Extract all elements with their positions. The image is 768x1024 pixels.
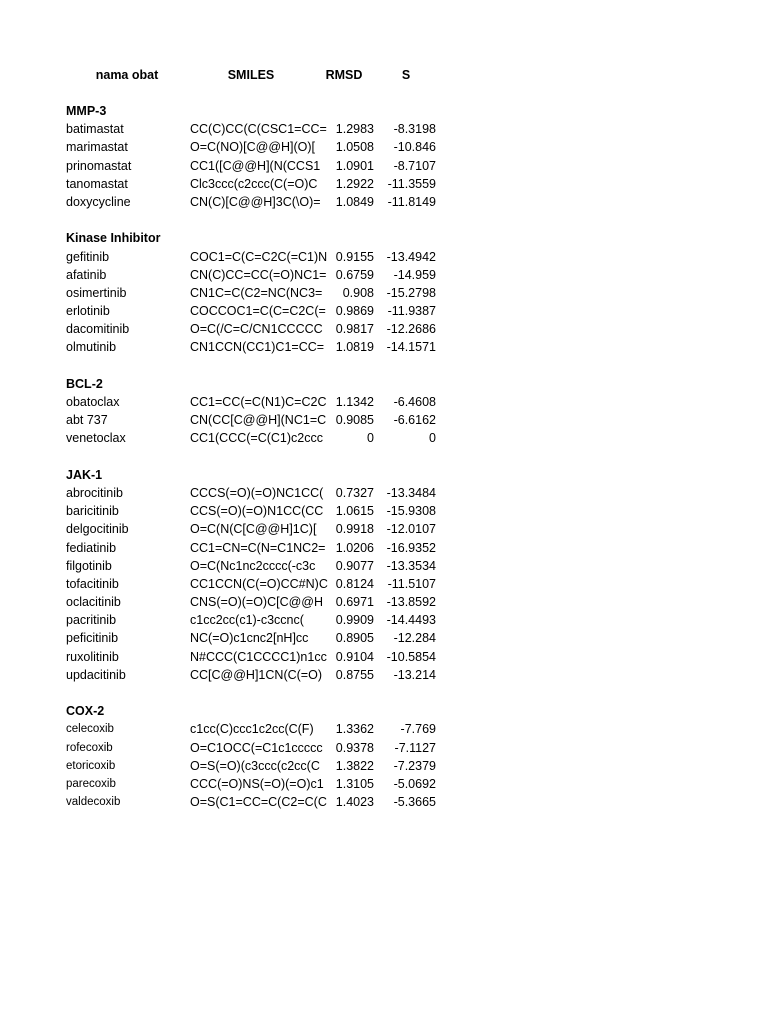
drug-name-cell[interactable]: erlotinib [66,304,110,319]
table-row [66,775,446,793]
smiles-cell[interactable]: c1cc(C)ccc1c2cc(C(F) [190,722,314,737]
drug-name-cell[interactable]: rofecoxib [66,741,113,754]
table-row [66,284,446,302]
rmsd-cell[interactable]: 1.3822 [335,758,374,773]
table-row [66,539,446,557]
rmsd-cell[interactable]: 0.9104 [335,649,374,664]
drug-name-cell[interactable]: fediatinib [66,540,117,555]
drug-name-cell[interactable]: doxycycline [66,194,131,209]
s-cell[interactable]: -15.9308 [386,504,436,519]
rmsd-cell[interactable]: 0.9918 [335,522,374,537]
smiles-cell[interactable]: CC[C@@H]1CN(C(=O) [190,667,322,682]
rmsd-cell[interactable]: 1.2922 [335,176,374,191]
header-rmsd: RMSD [325,68,363,82]
drug-name-cell[interactable]: delgocitinib [66,522,129,537]
rmsd-cell[interactable]: 0.9909 [335,613,374,628]
group-title: COX-2 [66,704,105,719]
s-cell[interactable]: -11.5107 [387,576,436,591]
group-title-row [66,102,446,120]
table-row [66,248,446,266]
smiles-cell[interactable]: O=S(=O)(c3ccc(c2cc(C [190,758,320,773]
s-cell[interactable]: -13.3534 [386,558,436,573]
rmsd-cell[interactable]: 0.9869 [335,304,374,319]
s-cell[interactable]: -5.3665 [393,795,436,810]
smiles-cell[interactable]: COCCOC1=C(C=C2C(= [190,304,326,319]
blank-row [66,684,446,702]
smiles-cell[interactable]: CC1=CN=C(N=C1NC2= [190,540,326,555]
rmsd-cell[interactable]: 0 [367,431,374,446]
rmsd-cell[interactable]: 0.9378 [335,740,374,755]
drug-name-cell[interactable]: afatinib [66,267,107,282]
rmsd-cell[interactable]: 0.8124 [335,576,374,591]
s-cell[interactable]: -10.5854 [386,649,436,664]
table-row [66,611,446,629]
s-cell[interactable]: -13.4942 [386,249,436,264]
s-cell[interactable]: -14.1571 [386,340,436,355]
drug-name-cell[interactable]: batimastat [66,122,124,137]
drug-name-cell[interactable]: dacomitinib [66,322,130,337]
smiles-cell[interactable]: COC1=C(C=C2C(=C1)N [190,249,328,264]
s-cell[interactable]: -11.8149 [387,194,436,209]
table-row [66,157,446,175]
drug-name-cell[interactable]: celecoxib [66,723,114,736]
smiles-cell[interactable]: NC(=O)c1cnc2[nH]cc [190,631,309,646]
s-cell[interactable]: -16.9352 [386,540,436,555]
drug-name-cell[interactable]: parecoxib [66,777,116,790]
table-row [66,338,446,356]
smiles-cell[interactable]: CN(CC[C@@H](NC1=C [190,413,327,428]
table-row [66,648,446,666]
group-title-row [66,466,446,484]
s-cell[interactable]: -7.1127 [394,740,436,755]
smiles-cell[interactable]: CCS(=O)(=O)N1CC(CC [190,504,324,519]
smiles-cell[interactable]: CC1([C@@H](N(CCS1 [190,158,321,173]
rmsd-cell[interactable]: 0.908 [342,285,374,300]
drug-name-cell[interactable]: abrocitinib [66,485,123,500]
table-row [66,484,446,502]
drug-name-cell[interactable]: oclacitinib [66,595,121,610]
drug-name-cell[interactable]: obatoclax [66,395,120,409]
drug-name-cell[interactable]: olmutinib [66,340,117,355]
table-row [66,138,446,156]
s-cell[interactable]: -13.214 [393,667,436,682]
rmsd-cell[interactable]: 1.0819 [335,340,374,355]
smiles-cell[interactable]: O=S(C1=CC=C(C2=C(C [190,795,327,810]
blank-row [66,448,446,466]
rmsd-cell[interactable]: 1.0206 [335,540,374,555]
s-cell[interactable]: -6.4608 [393,395,436,409]
smiles-cell[interactable]: O=C(NO)[C@@H](O)[ [190,140,316,155]
smiles-cell[interactable]: CCCS(=O)(=O)NC1CC( [190,485,324,500]
rmsd-cell[interactable]: 1.4023 [335,795,374,810]
table-row [66,593,446,611]
smiles-cell[interactable]: CC1CCN(C(=O)CC#N)C [190,576,328,591]
s-cell[interactable]: -14.959 [393,267,436,282]
drug-name-cell[interactable]: osimertinib [66,285,127,300]
s-cell[interactable]: -8.3198 [393,122,436,137]
s-cell[interactable]: -7.2379 [393,758,436,773]
table-row [66,739,446,757]
drug-name-cell[interactable]: abt 737 [66,413,108,428]
rmsd-cell[interactable]: 1.1342 [335,395,374,409]
rmsd-cell[interactable]: 1.3362 [335,722,374,737]
rmsd-cell[interactable]: 0.9155 [335,249,374,264]
smiles-cell[interactable]: CN(C)[C@@H]3C(\O)= [190,194,321,209]
blank-row [66,357,446,375]
table-row [66,629,446,647]
table-row [66,393,446,411]
table-row [66,175,446,193]
smiles-cell[interactable]: c1cc2cc(c1)-c3ccnc( [190,613,304,628]
rmsd-cell[interactable]: 0.9085 [335,413,374,428]
s-cell[interactable]: -13.8592 [386,595,436,610]
s-cell[interactable]: 0 [429,431,436,446]
rmsd-cell[interactable]: 1.0615 [335,504,374,519]
group-title-row [66,229,446,247]
table-row [66,720,446,738]
group-title: Kinase Inhibitor [66,231,161,246]
table-row [66,411,446,429]
table-row [66,302,446,320]
table-row [66,520,446,538]
drug-name-cell[interactable]: ruxolitinib [66,649,119,664]
s-cell[interactable]: -15.2798 [386,285,436,300]
s-cell[interactable]: -12.0107 [386,522,436,537]
rmsd-cell[interactable]: 0.6971 [335,595,374,610]
group-title: MMP-3 [66,104,107,118]
s-cell[interactable]: -10.846 [393,140,436,155]
s-cell[interactable]: -6.6162 [393,413,436,428]
drug-name-cell[interactable]: valdecoxib [66,796,121,809]
drug-name-cell[interactable]: peficitinib [66,631,119,646]
blank-row [66,211,446,229]
header-s: S [401,68,411,82]
rmsd-cell[interactable]: 1.0508 [335,140,374,155]
table-row [66,429,446,447]
rmsd-cell[interactable]: 0.8755 [335,667,374,682]
rmsd-cell[interactable]: 1.0849 [335,194,374,209]
table-row [66,120,446,138]
table-row [66,502,446,520]
drug-name-cell[interactable]: filgotinib [66,558,112,573]
s-cell[interactable]: -8.7107 [393,158,436,173]
rmsd-cell[interactable]: 0.6759 [335,267,374,282]
drug-name-cell[interactable]: etoricoxib [66,759,116,772]
smiles-cell[interactable]: CCC(=O)NS(=O)(=O)c1 [190,776,324,791]
rmsd-cell[interactable]: 0.9077 [335,558,374,573]
smiles-cell[interactable]: N#CCC(C1CCCC1)n1cc [190,649,327,664]
table-row [66,557,446,575]
data-rows [66,102,446,811]
smiles-cell[interactable]: CC(C)CC(C(CSC1=CC= [190,122,327,137]
table-row [66,793,446,811]
smiles-cell[interactable]: CC1=CC(=C(N1)C=C2C [190,395,327,409]
table-row [66,757,446,775]
drug-name-cell[interactable]: prinomastat [66,158,132,173]
table-row [66,320,446,338]
table-row [66,193,446,211]
group-title-row [66,375,446,393]
rmsd-cell[interactable]: 1.0901 [335,158,374,173]
rmsd-cell[interactable]: 0.9817 [335,322,374,337]
s-cell[interactable]: -12.284 [393,631,436,646]
drug-name-cell[interactable]: updacitinib [66,667,126,682]
smiles-cell[interactable]: O=C(N(C[C@@H]1C)[ [190,522,317,537]
smiles-cell[interactable]: CN1C=C(C2=NC(NC3= [190,285,323,300]
s-cell[interactable]: -12.2686 [386,322,436,337]
drug-name-cell[interactable]: venetoclax [66,431,126,446]
rmsd-cell[interactable]: 1.3105 [335,776,374,791]
drug-name-cell[interactable]: marimastat [66,140,128,155]
smiles-cell[interactable]: O=C(/C=C/CN1CCCCC [190,322,323,337]
header-smiles: SMILES [227,68,275,82]
table-row [66,666,446,684]
table-row [66,266,446,284]
smiles-cell[interactable]: CN(C)CC=CC(=O)NC1= [190,267,327,282]
rmsd-cell[interactable]: 1.2983 [335,122,374,137]
group-title: JAK-1 [66,467,103,482]
s-cell[interactable]: -7.769 [400,722,436,737]
group-title: BCL-2 [66,376,103,391]
smiles-cell[interactable]: O=C(Nc1nc2cccc(-c3c [190,558,316,573]
smiles-cell[interactable]: O=C1OCC(=C1c1ccccc [190,740,323,755]
drug-name-cell[interactable]: gefitinib [66,249,110,264]
drug-name-cell[interactable]: tanomastat [66,176,128,191]
rmsd-cell[interactable]: 0.8905 [335,631,374,646]
table-row [66,575,446,593]
smiles-cell[interactable]: CC1(CCC(=C(C1)c2ccc [190,431,323,446]
s-cell[interactable]: -14.4493 [386,613,436,628]
s-cell[interactable]: -11.9387 [387,304,436,319]
header-nama-obat: nama obat [95,68,159,82]
s-cell[interactable]: -5.0692 [393,776,436,791]
rmsd-cell[interactable]: 0.7327 [335,485,374,500]
s-cell[interactable]: -13.3484 [386,485,436,500]
s-cell[interactable]: -11.3559 [387,176,436,191]
smiles-cell[interactable]: Clc3ccc(c2ccc(C(=O)C [190,176,318,191]
group-title-row [66,702,446,720]
drug-name-cell[interactable]: tofacitinib [66,576,119,591]
smiles-cell[interactable]: CNS(=O)(=O)C[C@@H [190,595,324,610]
drug-name-cell[interactable]: baricitinib [66,504,119,519]
smiles-cell[interactable]: CN1CCN(CC1)C1=CC= [190,340,325,355]
drug-name-cell[interactable]: pacritinib [66,613,117,628]
